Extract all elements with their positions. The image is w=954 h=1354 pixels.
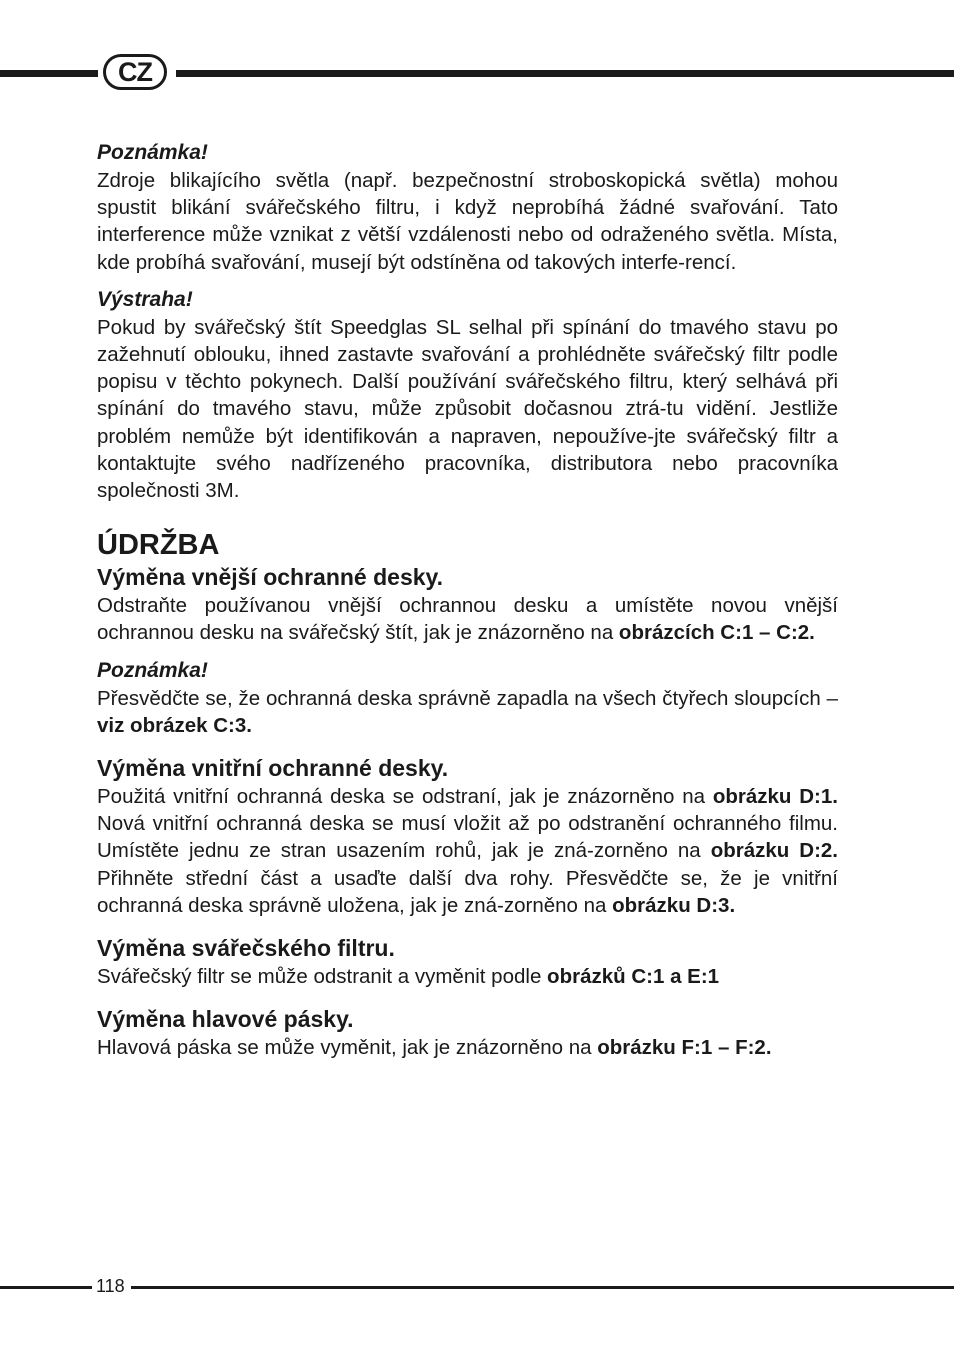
headband-heading: Výměna hlavové pásky.	[97, 1006, 354, 1033]
page-number: 118	[96, 1276, 125, 1296]
filter-paragraph	[97, 963, 838, 990]
filter-figure-ref: obrázků C:1 a E:1	[547, 965, 720, 989]
language-code: CZ	[118, 56, 152, 87]
inner-plate-paragraph	[97, 783, 838, 919]
filter-text: Svářečský filtr se může odstranit a vyměnit podle	[97, 965, 548, 989]
maintenance-heading: ÚDRŽBA	[97, 529, 220, 562]
inner-plate-text-2: Nová vnitřní ochranná deska se musí vložit až po odstranění ochranného filmu. Umístěte jednu ze stran usazením rohů, jak je zná-zorněno na	[97, 812, 838, 863]
headband-paragraph	[97, 1034, 838, 1061]
inner-plate-figure-ref-3: obrázku D:3.	[612, 893, 736, 917]
header-rule-right	[176, 70, 954, 77]
warning-paragraph: Pokud by svářečský štít Speedglas SL selhal při spínání do tmavého stavu po zažehnutí oblouku, ihned zastavte svařování a prohlédněte svářečský filtr podle popisu v těchto pokynech. Další používání svářečského filtru, který selhává při spínání do tmavého stavu, může způsobit dočasnou ztrá-tu vidění. Jestliže problém nemůže být identifikován a napraven, nepoužíve-jte svářečský filtr a kontaktujte svého nadřízeného pracovníka, distributora nebo pracovníka společnosti 3M.	[97, 315, 838, 503]
outer-plate-figure-ref: obrázcích C:1 – C:2.	[618, 621, 815, 645]
inner-plate-heading: Výměna vnitřní ochranné desky.	[97, 755, 449, 782]
note2-text: Přesvědčte se, že ochranná deska správně zapadla na všech čtyřech sloupcích –	[97, 686, 838, 710]
headband-figure-ref: obrázku F:1 – F:2.	[597, 1036, 772, 1060]
note2-paragraph	[97, 685, 838, 739]
footer-rule-right	[131, 1286, 954, 1289]
inner-plate-figure-ref-1: obrázku D:1.	[712, 785, 838, 809]
outer-plate-text: Odstraňte používanou vnější ochrannou desku a umístěte novou vnější ochrannou desku na svářečský štít, jak je znázorněno na	[97, 594, 838, 645]
outer-plate-heading: Výměna vnější ochranné desky.	[97, 564, 444, 591]
header-rule-left	[0, 70, 98, 77]
inner-plate-text-1: Použitá vnitřní ochranná deska se odstraní, jak je znázorněno na	[97, 785, 713, 809]
page-content	[97, 139, 838, 1061]
footer-rule-left	[0, 1286, 92, 1289]
note-paragraph: Zdroje blikajícího světla (např. bezpečnostní stroboskopická světla) mohou spustit blikání svářečského filtru, i když neprobíhá žádné svařování. Tato interference může vznikat z větší vzdálenosti nebo od odraženého světla. Místa, kde probíhá svařování, musejí být odstíněna od takových interfe-rencí.	[97, 169, 838, 274]
filter-heading: Výměna svářečského filtru.	[97, 935, 395, 962]
inner-plate-text-3: Přihněte střední část a usaďte další dva rohy. Přesvědčte se, že je vnitřní ochranná deska správně uložena, jak je zná-zorněno na	[97, 866, 838, 917]
note2-figure-ref: viz obrázek C:3.	[97, 713, 252, 737]
headband-text: Hlavová páska se může vyměnit, jak je znázorněno na	[97, 1036, 598, 1060]
language-badge	[103, 54, 167, 90]
note2-heading: Poznámka!	[97, 658, 208, 682]
warning-heading: Výstraha!	[97, 287, 193, 311]
note-heading: Poznámka!	[97, 141, 208, 164]
outer-plate-paragraph	[97, 592, 838, 646]
inner-plate-figure-ref-2: obrázku D:2.	[710, 839, 838, 863]
